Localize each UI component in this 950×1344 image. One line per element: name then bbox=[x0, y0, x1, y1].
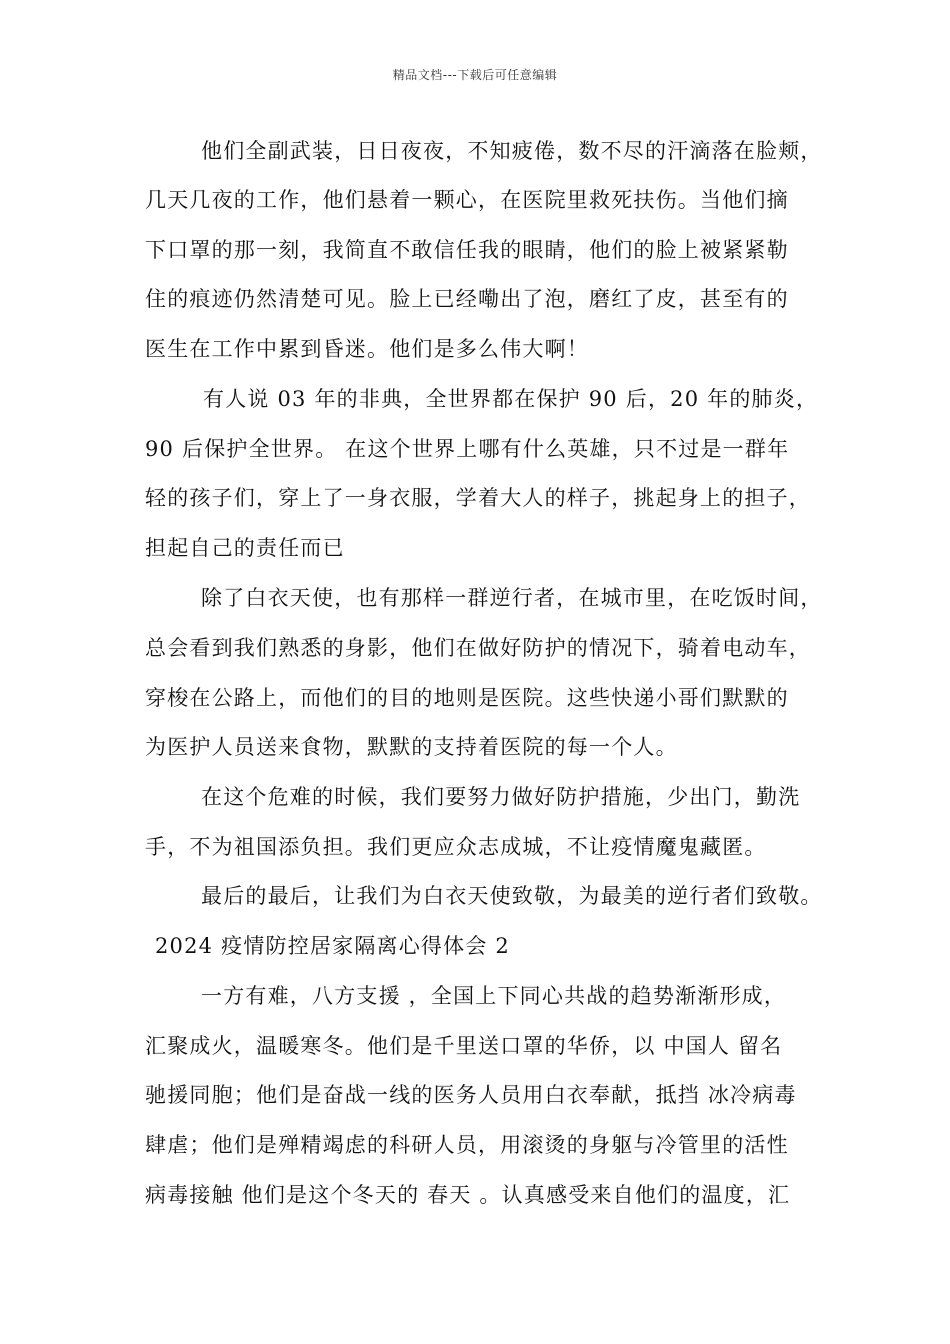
body-line: 医生在工作中累到昏迷。他们是多么伟大啊！ bbox=[145, 337, 589, 361]
body-line: 担起自己的责任而已 bbox=[145, 536, 345, 560]
body-line: 几天几夜的工作，他们悬着一颗心，在医院里救死扶伤。当他们摘 bbox=[145, 188, 789, 212]
body-line: 90 后保护全世界。 在这个世界上哪有什么英雄，只不过是一群年 bbox=[145, 437, 790, 461]
section-heading: 2024 疫情防控居家隔离心得体会 2 bbox=[155, 934, 510, 958]
body-line: 最后的最后，让我们为白衣天使致敬，为最美的逆行者们致敬。 bbox=[201, 884, 823, 908]
body-line: 总会看到我们熟悉的身影，他们在做好防护的情况下，骑着电动车， bbox=[145, 636, 811, 660]
body-line: 有人说 03 年的非典，全世界都在保护 90 后，20 年的肺炎， bbox=[203, 387, 819, 411]
body-line: 除了白衣天使，也有那样一群逆行者，在城市里，在吃饭时间， bbox=[201, 586, 823, 610]
body-line: 轻的孩子们，穿上了一身衣服，学着大人的样子，挑起身上的担子， bbox=[145, 486, 811, 510]
body-line: 手，不为祖国添负担。我们更应众志成城，不让疫情魔鬼藏匿。 bbox=[145, 835, 767, 859]
body-line: 一方有难，八方支援 ，全国上下同心共战的趋势渐渐形成， bbox=[201, 984, 787, 1008]
body-line: 肆虐；他们是殚精竭虑的科研人员，用滚烫的身躯与冷管里的活性 bbox=[145, 1133, 789, 1157]
body-line: 驰援同胞；他们是奋战一线的医务人员用白衣奉献，抵挡 冰冷病毒 bbox=[145, 1083, 797, 1107]
body-line: 下口罩的那一刻，我简直不敢信任我的眼睛，他们的脸上被紧紧勒 bbox=[145, 238, 789, 262]
body-line: 他们全副武装，日日夜夜，不知疲倦，数不尽的汗滴落在脸颊， bbox=[201, 139, 823, 163]
body-line: 在这个危难的时候，我们要努力做好防护措施，少出门，勤洗 bbox=[201, 785, 801, 809]
body-line: 病毒接触 他们是这个冬天的 春天 。认真感受来自他们的温度，汇 bbox=[145, 1183, 791, 1207]
body-line: 为医护人员送来食物，默默的支持着医院的每一个人。 bbox=[145, 735, 678, 759]
body-line: 穿梭在公路上，而他们的目的地则是医院。这些快递小哥们默默的 bbox=[145, 686, 789, 710]
body-line: 住的痕迹仍然清楚可见。脸上已经嘞出了泡，磨红了皮，甚至有的 bbox=[145, 287, 789, 311]
body-line: 汇聚成火，温暖寒冬。他们是千里送口罩的华侨，以 中国人 留名 bbox=[145, 1034, 783, 1058]
page-header: 精品文档---下载后可任意编辑 bbox=[392, 68, 558, 82]
